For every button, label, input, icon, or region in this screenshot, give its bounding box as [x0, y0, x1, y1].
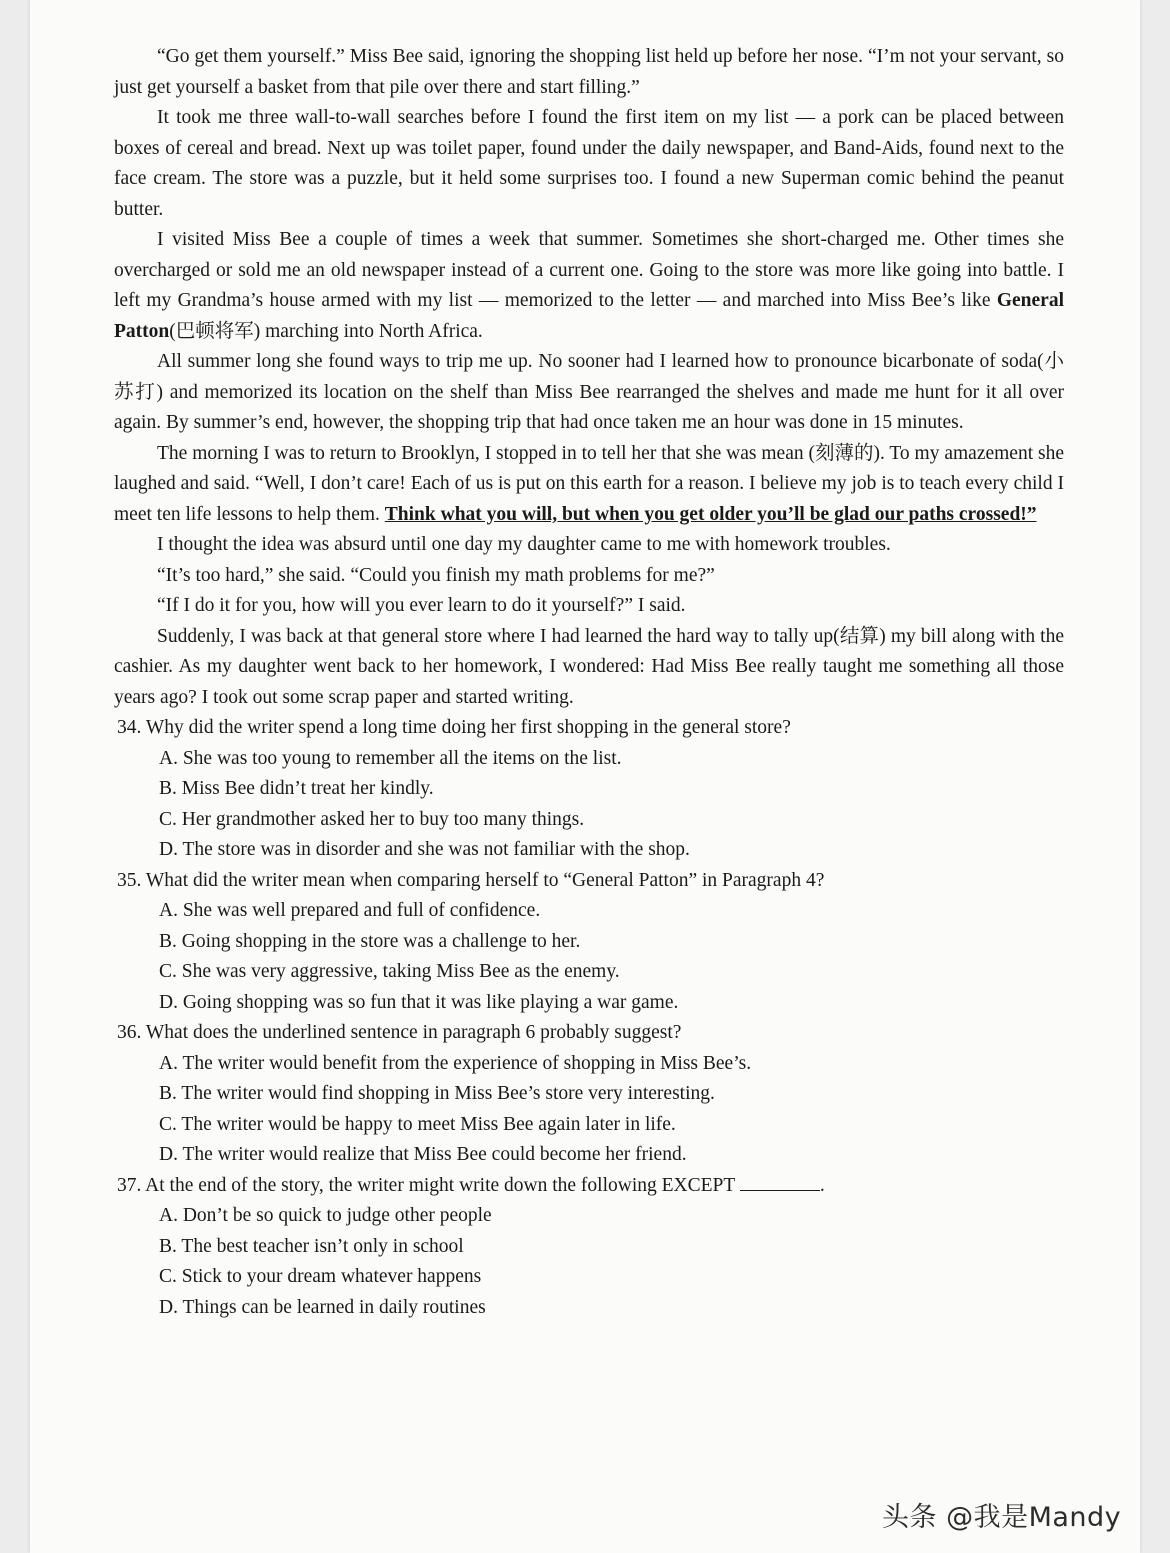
option-d: D. Things can be learned in daily routines — [159, 1296, 486, 1318]
option-b: B. The best teacher isn’t only in school — [159, 1235, 464, 1257]
option-b: B. Going shopping in the store was a challenge to her. — [159, 930, 581, 952]
option-c: C. Stick to your dream whatever happens — [159, 1266, 482, 1287]
option-c: C. The writer would be happy to meet Miss Bee again later in life. — [159, 1113, 676, 1135]
paragraph-9: Suddenly, I was back at that general store where I had learned the hard way to tally up(结算) my bill along with the cashier. As my daughter went back to her homework, I wondered: Had Miss Bee really taught me something all those years ago? I took out some scrap paper and started writing. — [114, 625, 1064, 708]
question-stem: 35. What did the writer mean when comparing herself to “General Patton” in Paragraph 4? — [117, 869, 825, 891]
question-34 — [114, 713, 1064, 866]
paragraph-6: I thought the idea was absurd until one day my daughter came to me with homework troubles. — [157, 534, 891, 555]
paragraph-4: All summer long she found ways to trip me up. No sooner had I learned how to pronounce bicarbonate of soda(小苏打) and memorized its location on the shelf than Miss Bee rearranged the shelves and made me hunt for it all over again. By summer’s end, however, the shopping trip that had once taken me an hour was done in 15 minutes. — [114, 351, 1064, 433]
question-35 — [114, 866, 1064, 1019]
option-a: A. Don’t be so quick to judge other people — [159, 1205, 492, 1226]
option-b: B. The writer would find shopping in Miss Bee’s store very interesting. — [159, 1083, 715, 1104]
general-patton-term: General Patton — [114, 290, 1064, 342]
option-a: A. The writer would benefit from the experience of shopping in Miss Bee’s. — [159, 1052, 752, 1074]
question-37 — [114, 1171, 1064, 1324]
option-d: D. The writer would realize that Miss Bee could become her friend. — [159, 1144, 687, 1165]
question-stem — [114, 1171, 1064, 1202]
question-stem: 34. Why did the writer spend a long time doing her first shopping in the general store? — [117, 717, 791, 738]
option-a: A. She was too young to remember all the items on the list. — [159, 747, 622, 769]
reading-passage — [114, 42, 1064, 1323]
paragraph-5-text: The morning I was to return to Brooklyn, I stopped in to tell her that she was mean (刻薄的). To my amazement she laughed and said. “Well, I don’t care! Each of us is put on this earth for a reason. I believe my job is to teach every child I meet ten life lessons to help them. — [114, 442, 1064, 525]
watermark-text: 头条 @我是Mandy — [882, 1502, 1122, 1533]
option-d: D. Going shopping was so fun that it was like playing a war game. — [159, 991, 679, 1013]
answer-blank — [740, 1172, 820, 1191]
paragraph-3 — [114, 225, 1064, 347]
paragraph-3-text: I visited Miss Bee a couple of times a week that summer. Sometimes she short-charged me. Other times she overcharged or sold me an old newspaper instead of a current one. Going to the store was more like going into battle. I left my Grandma’s house armed with my list — memorized to the letter — and marched into Miss Bee’s like — [114, 229, 1064, 311]
option-a: A. She was well prepared and full of confidence. — [159, 900, 541, 921]
option-d: D. The store was in disorder and she was not familiar with the shop. — [159, 839, 690, 860]
paragraph-5 — [114, 439, 1064, 531]
paragraph-1: “Go get them yourself.” Miss Bee said, ignoring the shopping list held up before her nose. “I’m not your servant, so just get yourself a basket from that pile over there and start filling.” — [114, 46, 1064, 98]
paragraph-8: “If I do it for you, how will you ever learn to do it yourself?” I said. — [157, 595, 686, 616]
question-stem: 36. What does the underlined sentence in paragraph 6 probably suggest? — [117, 1022, 682, 1043]
paragraph-2: It took me three wall-to-wall searches before I found the first item on my list — a pork can be placed between boxes of cereal and bread. Next up was toilet paper, found under the daily newspaper, and Band-Aids, found next to the face cream. The store was a puzzle, but it held some surprises too. I found a new Superman comic behind the peanut butter. — [114, 107, 1064, 220]
question-stem-period: . — [819, 1174, 825, 1196]
option-b: B. Miss Bee didn’t treat her kindly. — [159, 778, 434, 799]
option-c: C. She was very aggressive, taking Miss Bee as the enemy. — [159, 961, 620, 982]
question-36 — [114, 1018, 1064, 1171]
question-stem-text: 37. At the end of the story, the writer might write down the following EXCEPT — [117, 1174, 735, 1196]
paragraph-3-text-end: (巴顿将军) marching into North Africa. — [169, 320, 483, 342]
exam-page — [30, 0, 1140, 1553]
paragraph-7: “It’s too hard,” she said. “Could you finish my math problems for me?” — [157, 564, 715, 586]
underlined-sentence: Think what you will, but when you get older you’ll be glad our paths crossed!” — [384, 503, 1037, 525]
option-c: C. Her grandmother asked her to buy too many things. — [159, 808, 585, 830]
